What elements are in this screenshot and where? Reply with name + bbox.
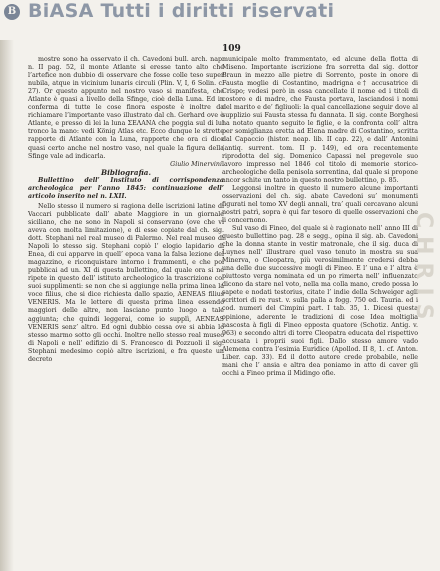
author-signature: Giulio Minervini. <box>170 160 224 168</box>
right-paragraph-1: municipale molto frammentato, ed alcune della flotta di Miseno. Importante iscrizione fra sorretta dal sig. dottor Braun in mezzo alle pietre di Sorrento, poste in onore di Fausta moglie di Costantino, madrigna e† accusatrice di Crispo; vedesi però in essa cancellate il nome ed i titoli di costoro e di madre, che Fausta portava, lasciandosi i nomi del marito e de’ figliuoli: la qual cancellazione seguir dove al supplizio sui Fausta stessa fu dannata. Il sig. conte Borghesi ha notato quanto seguito le figlie, e la confronta coll’ altra per somiglianza eretta ad Elena madre di Costantino, scritta dal Capaccio (histor. neap. lib. II cap. 22), e dall’ Antonini (antiq. surrent. tom. II p. 149), ed ora recentemente riprodotta del sig. Domenico Capassi nel pregevole suo lavoro impresso nel 1846 col titolo di memorie storico-archeologiche della penisola sorrentina, dal quale si propone ancor schite un tanto in questo nostro bullettino, p. 85. <box>222 56 418 184</box>
left-paragraph-1: mostre sono ha osservato il ch. Cavedoni bull. arch. nap. n. II pag. 52, il monte Atlante si eresse tanto alto che l’artefice non dubbio di osservare che fosse colle teso super nubila, atque in vicinium lunaris circuli (Plin. V, I, 6 Solin. c. 27). Or questo appunto nel nostro vaso si manifesta, che Atlante è quasi a livello della Sfinge, cioè della Luna. Ed in conferma di tutte le cose finora esposte è inoltre da richiamare l’importante vaso illustrato dal ch. Gerhard ove è Atlante, e presso di lei la luna ΣΕΛΑΝΑ che poggia sul di lui tronco la mano: vedi König Atlas etc. Ecco dunque le strette rapporte di Atlante con la Luna, rapporte che ora ci dice quasi certo anche nel nostro vaso, nel quale la figura della Sfinge vale ad indicarla. <box>28 56 224 160</box>
library-logo-icon: B <box>4 4 20 20</box>
banner-text: BiASA Tutti i diritti riservati <box>28 0 335 22</box>
side-watermark: CHRIS <box>411 212 436 328</box>
section-heading: Bibliografia. <box>101 167 151 177</box>
page-edge-shadow <box>0 40 14 571</box>
section-subtitle: Bullettino dell’ Instituto di corrispondenza archeologica per l’anno 1845: continuazione dell’ articolo inserito nel n. LXII. <box>28 176 224 200</box>
right-paragraph-2: Leggonsi inoltre in questo il numero alcune importanti osservazioni del ch. sig. abate Cavedoni su’ monumenti figurati nel tomo XV degli annali, tra’ quali cercavano alcuni nostri patrì, sopra è qui far tesoro di quelle osservazioni che li concernono. <box>222 184 418 224</box>
page-number: 109 <box>222 44 241 54</box>
right-column <box>222 56 418 378</box>
left-paragraph-2: Nello stesso il numero si ragiona delle iscrizioni latine di Vaccari pubblicate dall’ abate Maggiore in un giornale siciliano, che ne sono in Napoli si conservano (ove che vi aveva con molta limitazione), e di esse copiate dal ch. sig. dott. Stephani nel real museo di Palermo. Nel real museo di Napoli lo stesso sig. Stephani copiò l’ elogio lapidario di Enea, di cui apparve in quell’ epoca vana la falsa lezione del magazzino, e riconquistare intorno i frammenti, e che poi pubblicai ad un. XI di questa bullettino, dal quale ora si ne ripete in questo dell’ istituto archeologico la trascrizione co’ suoi supplimenti: se non che si aggiunge nella prima linea la voce filius, che si dice richiesta dallo spazio, AENEAS filius VENERIS. Ma le lettere di questa prima linea essendo maggiori delle altre, non lasciano punto luogo a tale aggiunta; che quindi leggerai, come io supplì, AENEAS VENERIS senz’ altro. Ed ogni dubbio cessa ove si abbia lo stesso marmo sotto gli occhi. Inoltre nello stesso real museo di Napoli e nell’ edifizio di S. Francesco di Pozzuoli il sig. Stephani medesimo copiò altre iscrizioni, e fra queste un decreto <box>28 202 224 363</box>
left-column <box>28 56 224 364</box>
watermark-banner <box>0 0 440 34</box>
right-paragraph-3: Sul vaso di Fineo, del quale si è ragionato nell’ anno III di questo bullettino pag. 28 e segg., opina il sig. ab. Cavedoni che la donna stante in vestir matronale, che il sig. duca di Luynes nell’ illustrare quel vaso tenuto in mostra su sua Minerva, o Cleopatra, più verosimilmente credersi debba una delle due successive mogli di Fineo. E l’ una e l’ altra è piuttosto verga nominata ed un po rimerta nell’ influenzato dicono da stare nel voto, nella ma colla mano, credo possa lo sapete e nodati testorius, citate l’ indie della Schweiger agli scrittori di re rust. v. sulla palla a fogg. 750 ed. Tauria. ed i cod. numeri del Cimpini part. I tab. 35, 1. Dicesi questa opinione, aderente le tradizioni di cose Idea moltiglia nascosta à figli di Fineo epposta quatore (Schotiz. Antig. v. 963) e secondo altri di torre Cleopatra educata del rispettivo accusata i proprii suoi figli. Dallo stesso amore vado Alemena contra l’esimia Euridice (Apollod. II 8, 1. cf. Anton. Liber. cap. 33). Ed il dotto autore crede probabile, nelle mani che l’ ansia e altra dea poniamo in atto di caver gli occhi a Fineo prima il Midingo ofie. <box>222 224 418 377</box>
